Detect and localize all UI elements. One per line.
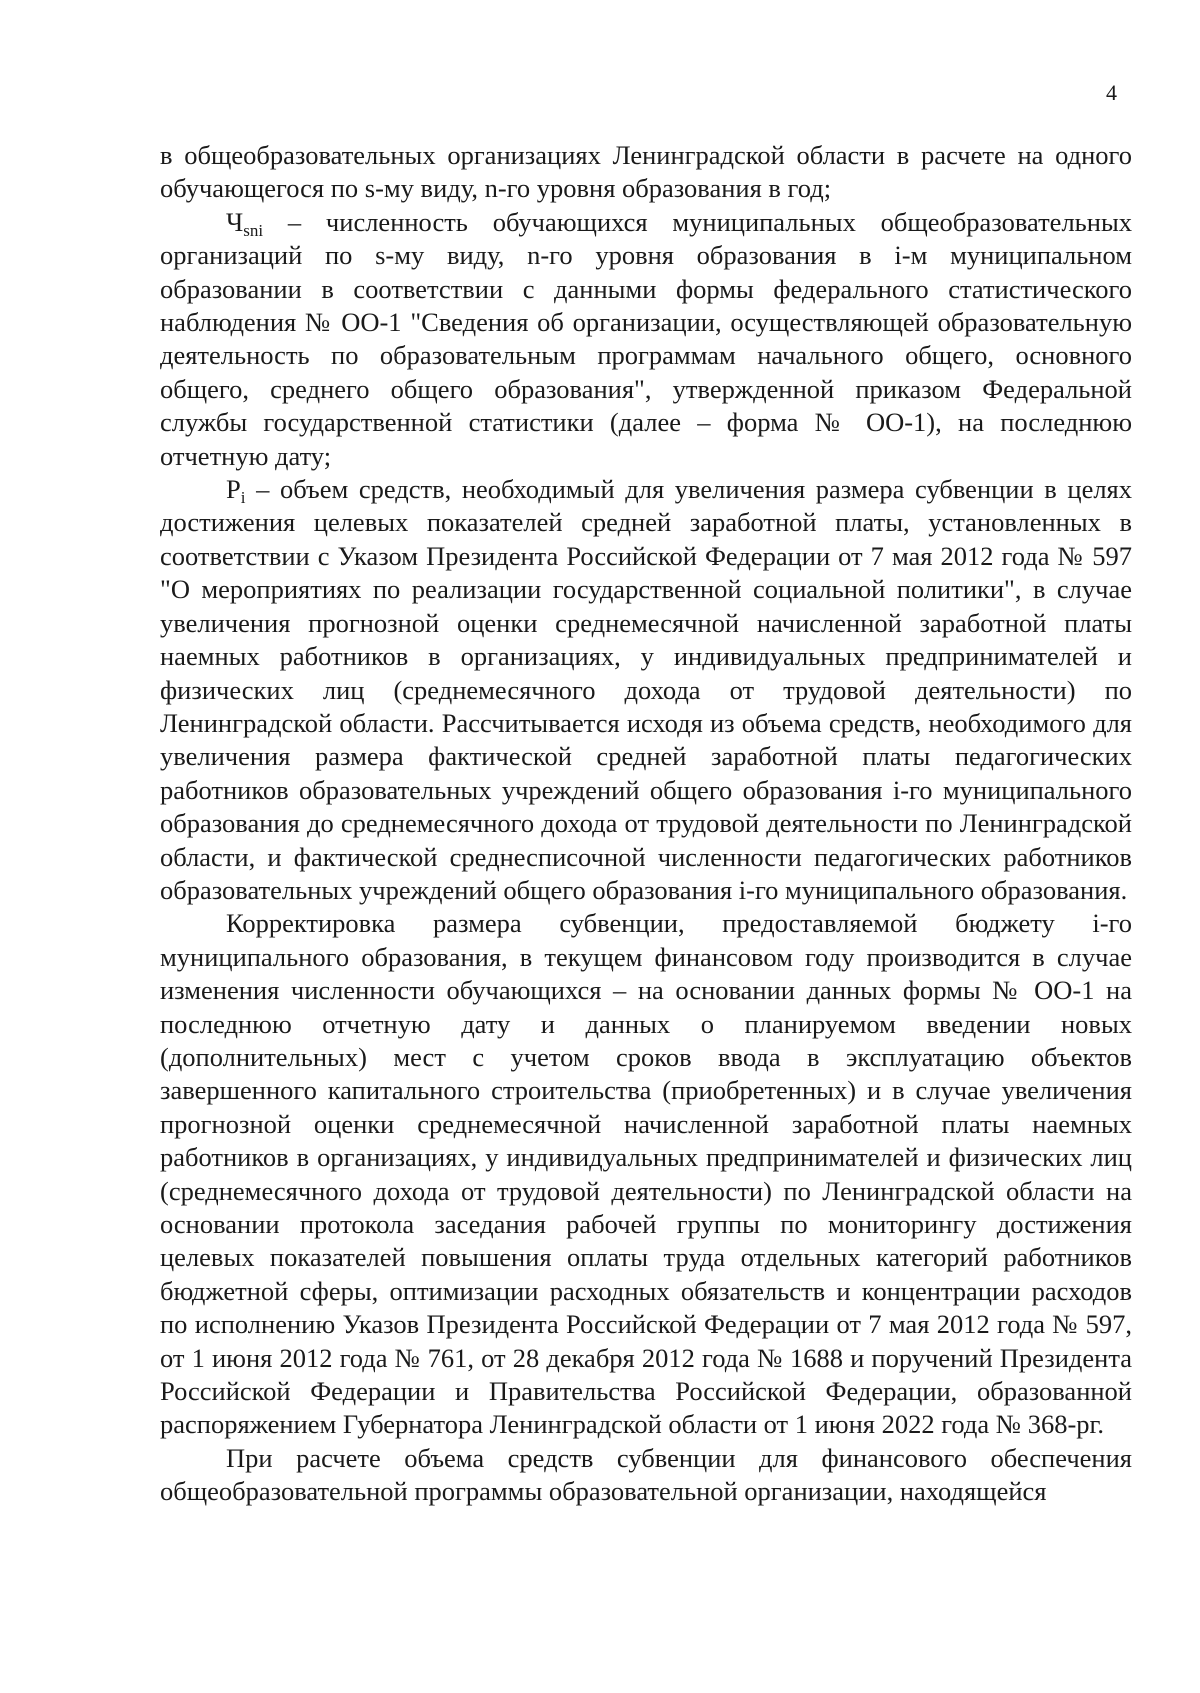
paragraph-definition-students [160,206,1132,473]
paragraph-text: Корректировка размера субвенции, предоставляемой бюджету i-го муниципального образования, в текущем финансовом году производится в случае изменения численности обучающихся – на основании данных формы № ОО-1 на последнюю отчетную дату и данных о планируемом введении новых (дополнительных) мест с учетом сроков ввода в эксплуатацию объектов завершенного капитального строительства (приобретенных) и в случае увеличения прогнозной оценки среднемесячной начисленной заработной платы наемных работников в организациях, у индивидуальных предпринимателей и физических лиц (среднемесячного дохода от трудовой деятельности) по Ленинградской области на основании протокола заседания рабочей группы по мониторингу достижения целевых показателей повышения оплаты труда отдельных категорий работников бюджетной сферы, оптимизации расходных обязательств и концентрации расходов по исполнению Указов Президента Российской Федерации от 7 мая 2012 года № 597, от 1 июня 2012 года № 761, от 28 декабря 2012 года № 1688 и поручений Президента Российской Федерации и Правительства Российской Федерации, образованной распоряжением Губернатора Ленинградской области от 1 июня 2022 года № 368-рг. [160,908,1132,1440]
variable-subscript: i [240,488,246,508]
paragraph-text: в общеобразовательных организациях Ленинградской области в расчете на одного обучающегося по s-му виду, n-го уровня образования в год; [160,140,1132,204]
paragraph-calculation [160,1442,1132,1509]
document-body [160,139,1132,1509]
paragraph-text: При расчете объема средств субвенции для финансового обеспечения общеобразовательной программы образовательной организации, находящейся [160,1442,1132,1507]
paragraph-continuation [160,139,1132,206]
variable-symbol: P [226,474,241,505]
page-number: 4 [1106,80,1117,105]
paragraph-definition-funds [160,473,1132,907]
paragraph-correction [160,907,1132,1442]
variable-symbol: Ч [226,206,244,237]
paragraph-text: – численность обучающихся муниципальных общеобразовательных организаций по s-му виду, n-го уровня образования в i-м муниципальном образовании в соответствии с данными формы федерального статистического наблюдения № ОО-1 "Сведения об организации, осуществляющей образовательную деятельность по образовательным программам начального общего, основного общего, среднего общего образования", утвержденной приказом Федеральной службы государственной статистики (далее – форма № ОО-1), на последнюю отчетную дату; [160,206,1132,471]
variable-subscript: sni [243,220,264,240]
paragraph-text: – объем средств, необходимый для увеличения размера субвенции в целях достижения целевых показателей средней заработной платы, установленных в соответствии с Указом Президента Российской Федерации от 7 мая 2012 года № 597 "О мероприятиях по реализации государственной социальной политики", в случае увеличения прогнозной оценки среднемесячной начисленной заработной платы наемных работников в организациях, у индивидуальных предпринимателей и физических лиц (среднемесячного дохода от трудовой деятельности) по Ленинградской области. Рассчитывается исходя из объема средств, необходимого для увеличения размера фактической средней заработной платы педагогических работников образовательных учреждений общего образования i-го муниципального образования до среднемесячного дохода от трудовой деятельности по Ленинградской области, и фактической среднесписочной численности педагогических работников образовательных учреждений общего образования i-го муниципального образования. [160,474,1132,905]
